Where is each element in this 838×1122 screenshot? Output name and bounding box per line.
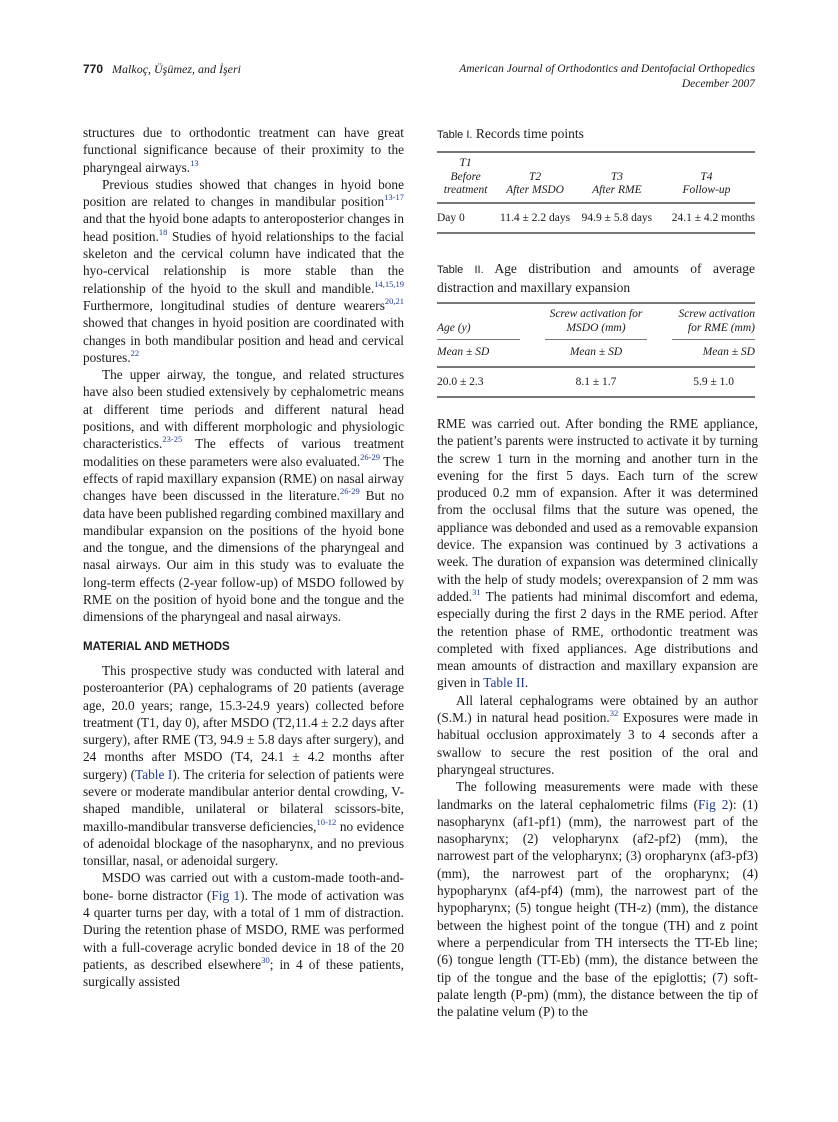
table-subheader-row	[437, 340, 755, 367]
text-run: ; in 4 of these patients, surgically assisted	[83, 956, 404, 990]
text-run: structures due to orthodontic treatment can have great functional significance because of their proximity to the pharyngeal airways.	[83, 125, 404, 175]
column-subheader: Mean ± SD	[569, 346, 623, 358]
cross-reference-link[interactable]: Table I	[135, 766, 173, 782]
table-cell: 20.0 ± 2.3	[437, 375, 484, 388]
citation-link[interactable]: 30	[261, 954, 270, 965]
text-run: MSDO was carried out with a custom-made tooth-and-bone- borne distractor (	[83, 870, 404, 903]
text-run: ). The mode of activation was 4 quarter turns per day, with a total of 1 mm of distraction. During the retention phase of MSDO, RME was performed with a full-coverage acrylic bonded device in 18 of the 20 patients, as described elsewhere	[83, 887, 404, 972]
text-run: Exposures were made in habitual occlusion approximately 3 to 4 seconds after a swallow to secure the rest position of the oral and pharyngeal structures.	[437, 710, 758, 777]
table-title: Age distribution and amounts of average distraction and maxillary expansion	[437, 261, 755, 295]
table-row	[437, 203, 755, 233]
running-header-left	[83, 62, 241, 77]
table-label: Table II.	[437, 264, 484, 276]
authors: Malkoç, Üşümez, and İşeri	[112, 62, 242, 76]
table-label: Table I.	[437, 129, 473, 141]
column-header: Age (y)	[437, 303, 520, 340]
column-subheader: Mean ± SD	[702, 346, 755, 358]
column-header: T3 After RME	[592, 170, 642, 196]
column-header: Screw activation for MSDO (mm)	[545, 303, 647, 340]
cross-reference-link[interactable]: Fig 2	[698, 796, 729, 812]
table-cell: 5.9 ± 1.0	[693, 375, 735, 388]
table-cell: Day 0	[437, 211, 465, 224]
journal-name: American Journal of Orthodontics and Dentofacial Orthopedics	[459, 63, 755, 75]
table-1	[437, 125, 755, 234]
text-run: RME was carried out. After bonding the RME appliance, the patient’s parents were instructed to activate it by turning the screw 1 turn in the morning and another turn in the evening for the first 5 days. Each turn of the screw produced 0.2 mm of expansion. After it was determined from the occlusal films that the suture was opened, the appliance was debonded and used as a removable expansion device. The expansion was continued by 3 activations a week. The duration of expansion was determined clinically with the help of study models; overexpansion of 2 mm was added.	[437, 416, 758, 604]
citation-link[interactable]: 26-29	[360, 451, 380, 462]
text-run: and that the hyoid bone adapts to anteroposterior changes in head position.	[83, 211, 404, 244]
text-run: All lateral cephalograms were obtained by an author (S.M.) in natural head position.	[437, 692, 758, 726]
table-1-caption	[437, 125, 755, 144]
column-header: T4 Follow-up	[682, 170, 731, 196]
paragraph	[437, 415, 758, 692]
text-run: The effects of various treatment modalities on these parameters were also evaluated.	[83, 436, 404, 469]
text-run: This prospective study was conducted with lateral and posteroanterior (PA) cephalograms of 20 patients (average age, 20.0 years; range, 15.3-24.9 years) collected before treatment (T1, day 0), after MSDO (T2,11.4 ± 2.2 days after surgery), after RME (T3, 94.9 ± 5.8 days after surgery), and 24 months after MSDO (T4, 24.1 ± 4.2 months after surgery) (	[83, 662, 404, 782]
citation-link[interactable]: 14,15,19	[374, 278, 404, 289]
paragraph	[83, 176, 404, 366]
column-header: Screw activation for RME (mm)	[672, 303, 755, 340]
text-run: The upper airway, the tongue, and related structures have also been studied extensively by cephalometric means at different time periods and different natural head positions, and with different morphologic and physiologic characteristics.	[83, 367, 404, 452]
right-column	[437, 415, 758, 1020]
citation-link[interactable]: 10-12	[316, 816, 337, 827]
paragraph	[83, 124, 404, 176]
citation-link[interactable]: 26-29	[339, 486, 360, 497]
running-header-right	[459, 62, 755, 92]
table-row	[437, 367, 755, 397]
cross-reference-link[interactable]: Table II	[483, 675, 525, 691]
citation-link[interactable]: 18	[158, 226, 168, 237]
citation-link[interactable]: 13	[190, 157, 199, 168]
paragraph	[83, 662, 404, 870]
section-heading: MATERIAL AND METHODS	[83, 640, 230, 653]
text-run: Furthermore, longitudinal studies of denture wearers	[83, 297, 385, 313]
citation-link[interactable]: 32	[609, 708, 619, 719]
table-cell: 8.1 ± 1.7	[575, 375, 617, 388]
left-column	[83, 124, 404, 991]
paragraph	[83, 366, 404, 625]
page-number: 770	[83, 62, 104, 76]
text-run: showed that changes in hyoid position are coordinated with changes in both mandibular position and head and cervical postures.	[83, 315, 404, 365]
table-header-row	[437, 152, 755, 203]
issue-date: December 2007	[681, 78, 755, 90]
table-cell: 24.1 ± 4.2 months	[671, 211, 755, 224]
citation-link[interactable]: 22	[130, 347, 140, 358]
text-run: .	[524, 675, 529, 691]
paragraph	[437, 692, 758, 778]
citation-link[interactable]: 31	[472, 586, 481, 597]
table-title: Records time points	[475, 126, 584, 141]
text-run: The following measurements were made with these landmarks on the lateral cephalometric films (	[437, 779, 758, 812]
paragraph	[83, 869, 404, 990]
table-2	[437, 260, 755, 398]
citation-link[interactable]: 23-25	[162, 434, 183, 445]
text-run: Previous studies showed that changes in hyoid bone position are related to changes in mandibular position	[83, 176, 404, 210]
text-run: Studies of hyoid relationships to the facial skeleton and the cervical column have indicated that the hyo-cervical relationship is more stable than the relationship of the hyoid to the skull and mandible.	[83, 228, 404, 296]
table-header-row	[437, 303, 755, 340]
text-run: The effects of rapid maxillary expansion (RME) on nasal airway changes have been discussed in the literature.	[83, 453, 404, 504]
text-run: ). The criteria for selection of patients were severe or moderate mandibular anterior dental crowding, V-shaped mandible, unilateral or bilateral scissors-bite, maxillo-mandibular transverse deficiencies,	[83, 766, 404, 834]
column-subheader: Mean ± SD	[437, 346, 490, 358]
table-2-caption	[437, 260, 755, 296]
table-cell: 94.9 ± 5.8 days	[581, 211, 653, 224]
citation-link[interactable]: 20,21	[384, 295, 404, 306]
column-header: T1 Before treatment	[443, 157, 488, 196]
column-header: T2 After MSDO	[506, 170, 564, 196]
text-run: But no data have been published regarding combined maxillary and mandibular expansion on the positions of the hyoid bone and the tongue, and the dimensions of the pharyngeal and nasal airways. Our aim in this study was to evaluate the long-term effects (2-year follow-up) of MSDO followed by RME on the position of hyoid bone and the tongue and the dimensions of the pharyngeal and nasal airways.	[83, 488, 404, 625]
text-run: ): (1) nasopharynx (af1-pf1) (mm), the narrowest part of the nasopharynx; (2) velopharynx (af2-pf2) (mm), the narrowest part of the velopharynx; (3) oropharynx (af3-pf3) (mm), the narrowest part of the oropharynx; (4) hypopharynx (af4-pf4) (mm), the narrowest part of the hypopharynx; (5) tongue height (TH-z) (mm), the distance between the highest point of the tongue (TH) and z point where a perpendicular from TH intersects the TT-Eb line; (6) tongue length (TT-Eb) (mm), the distance between the tip of the tongue and the base of the epiglottis; (7) soft-palate length (P-pm) (mm), the distance between the tip of the palatine velum (P) to the	[437, 796, 758, 1020]
text-run: no evidence of adenoidal blockage of the nasopharynx, and no previous tonsillar, nasal, or adenoidal surgery.	[83, 818, 404, 869]
text-run: The patients had minimal discomfort and edema, especially during the first 2 days in the RME period. After the retention phase of RME, orthodontic treatment was completed with fixed appliances. Age distributions and mean amounts of distraction and maxillary expansion are given in	[437, 588, 758, 691]
paragraph	[437, 778, 758, 1020]
table-cell: 11.4 ± 2.2 days	[499, 211, 571, 224]
cross-reference-link[interactable]: Fig 1	[211, 887, 241, 903]
citation-link[interactable]: 13-17	[384, 192, 404, 203]
